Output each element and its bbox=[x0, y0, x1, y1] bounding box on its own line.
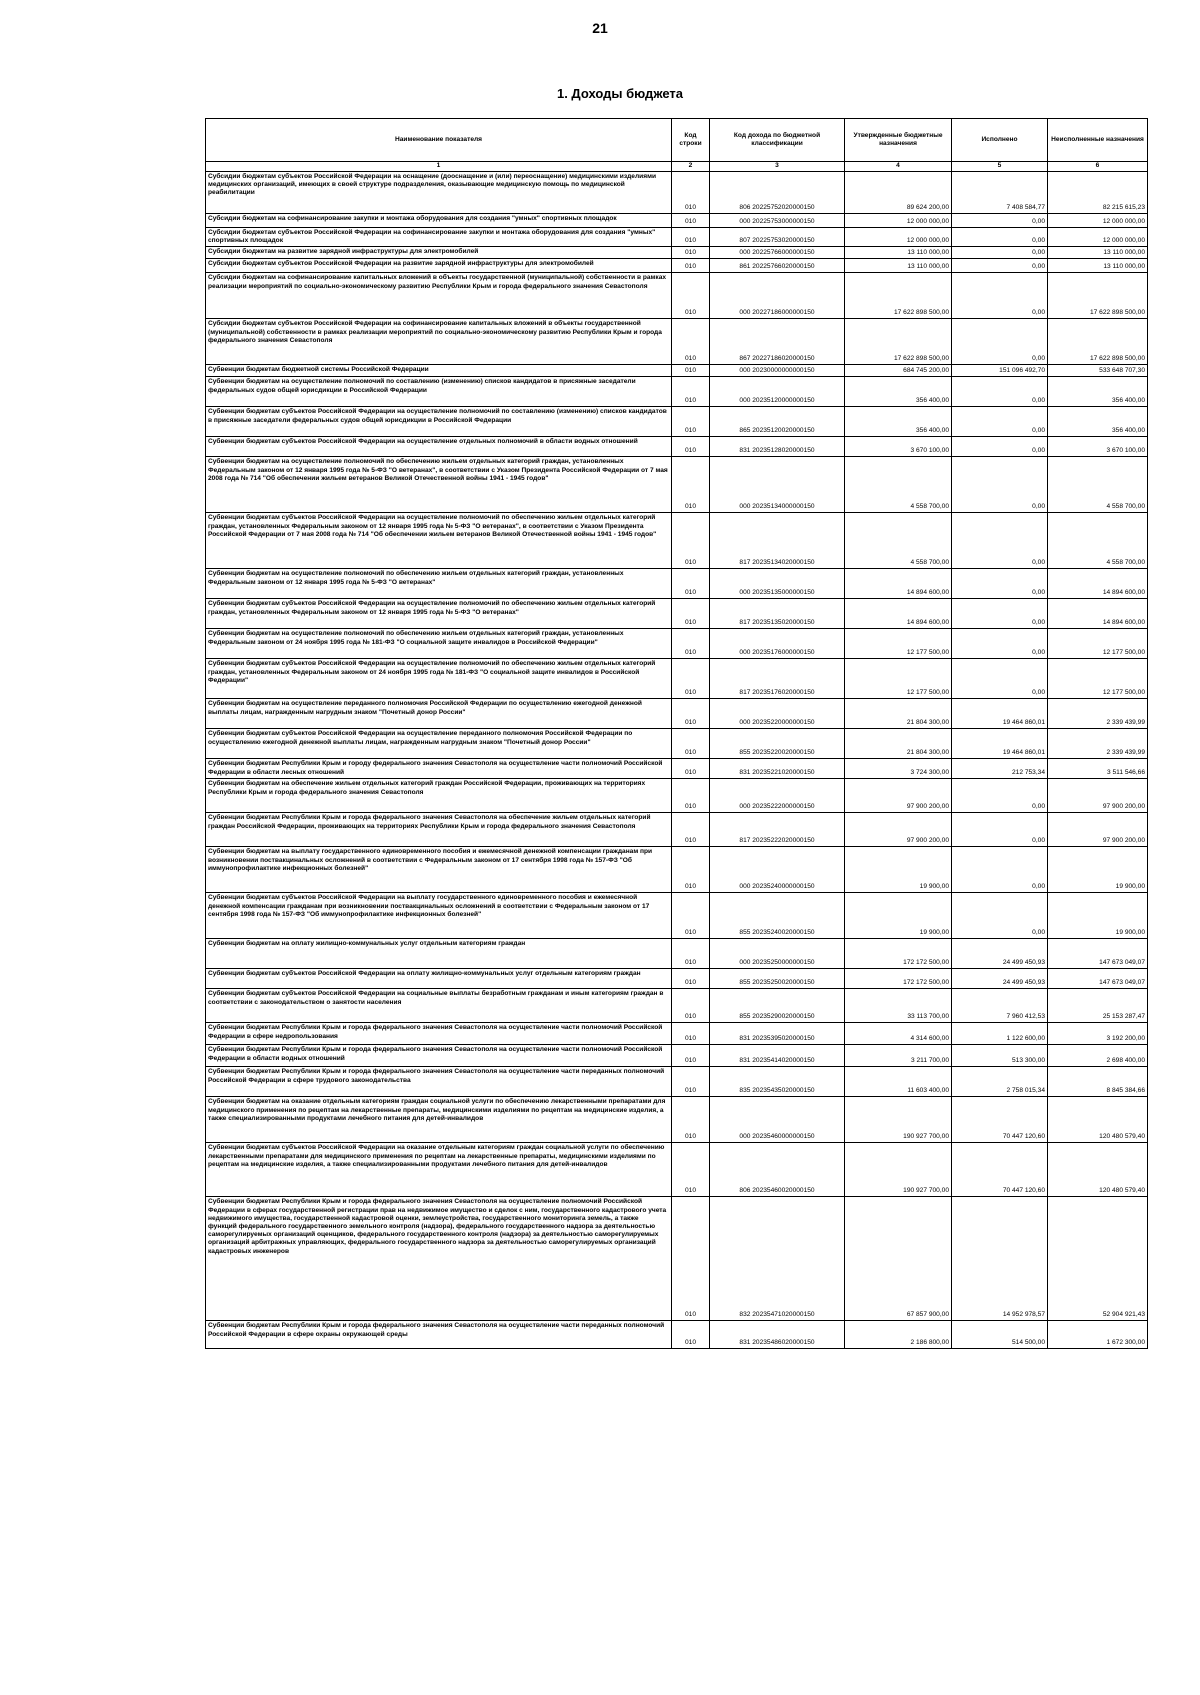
cell-line-code: 010 bbox=[672, 1045, 710, 1067]
header-unexecuted: Неисполненные назначения bbox=[1048, 119, 1148, 162]
column-index-cell: 4 bbox=[845, 162, 952, 172]
cell-indicator-name: Субвенции бюджетам субъектов Российской Федерации на осуществление полномочий по обеспечению жильем отдельных категорий граждан, установленных Федеральным законом от 24 ноября 1995 года № 181-ФЗ "О социальной защите инвалидов в Российской Федерации" bbox=[206, 659, 672, 699]
cell-unexecuted: 3 511 546,66 bbox=[1048, 759, 1148, 779]
column-index-cell: 2 bbox=[672, 162, 710, 172]
cell-line-code: 010 bbox=[672, 813, 710, 847]
cell-income-code: 831 20235486020000150 bbox=[710, 1321, 845, 1349]
cell-indicator-name: Субвенции бюджетам Республики Крым и города федерального значения Севастополя на осуществление части полномочий Российской Федерации в области водных отношений bbox=[206, 1045, 672, 1067]
cell-unexecuted: 2 339 439,99 bbox=[1048, 699, 1148, 729]
cell-indicator-name: Субвенции бюджетам на оказание отдельным категориям граждан социальной услуги по обеспечению лекарственными препаратами для медицинского применения по рецептам на лекарственные препараты, медицинскими изделиями по рецептам на медицинские изделия, а также специализированными продуктами лечебного питания для детей-инвалидов bbox=[206, 1097, 672, 1143]
cell-executed: 514 500,00 bbox=[952, 1321, 1048, 1349]
cell-unexecuted: 2 698 400,00 bbox=[1048, 1045, 1148, 1067]
table-row bbox=[206, 1143, 1148, 1197]
cell-approved: 190 927 700,00 bbox=[845, 1143, 952, 1197]
cell-indicator-name: Субвенции бюджетам бюджетной системы Российской Федерации bbox=[206, 365, 672, 377]
cell-unexecuted: 17 622 898 500,00 bbox=[1048, 273, 1148, 319]
cell-indicator-name: Субвенции бюджетам субъектов Российской Федерации на выплату государственного единовременного пособия и ежемесячной денежной компенсации гражданам при возникновении поствакцинальных осложнений в соответствии с Федеральным законом от 17 сентября 1998 года № 157-ФЗ "Об иммунопрофилактике инфекционных болезней" bbox=[206, 893, 672, 939]
table-row bbox=[206, 659, 1148, 699]
header-indicator-name: Наименование показателя bbox=[206, 119, 672, 162]
cell-indicator-name: Субвенции бюджетам на оплату жилищно-коммунальных услуг отдельным категориям граждан bbox=[206, 939, 672, 969]
table-row bbox=[206, 1023, 1148, 1045]
cell-line-code: 010 bbox=[672, 1197, 710, 1321]
cell-income-code: 000 20235176000000150 bbox=[710, 629, 845, 659]
cell-income-code: 831 20235395020000150 bbox=[710, 1023, 845, 1045]
cell-indicator-name: Субсидии бюджетам субъектов Российской Федерации на софинансирование капитальных вложений в объекты государственной (муниципальной) собственности в рамках реализации мероприятий по социально-экономическому развитию Республики Крым и города федерального значения Севастополя bbox=[206, 319, 672, 365]
cell-indicator-name: Субвенции бюджетам Республики Крым и города федерального значения Севастополя на осуществление полномочий Российской Федерации в сферах государственной регистрации прав на недвижимое имущество и сделок с ним, государственного кадастрового учета недвижимого имущества, государственной кадастровой оценки, землеустройства, государственного мониторинга земель, а также функций федерального государственного земельного контроля (надзора), федерального государственного надзора за деятельностью саморегулируемых организаций оценщиков, федерального государственного контроля (надзора) за деятельностью саморегулируемых организаций арбитражных управляющих, федерального государственного надзора за деятельностью саморегулируемых организаций кадастровых инженеров bbox=[206, 1197, 672, 1321]
cell-unexecuted: 3 192 200,00 bbox=[1048, 1023, 1148, 1045]
cell-line-code: 010 bbox=[672, 214, 710, 228]
header-approved: Утвержденные бюджетные назначения bbox=[845, 119, 952, 162]
cell-income-code: 817 20235135020000150 bbox=[710, 599, 845, 629]
cell-line-code: 010 bbox=[672, 779, 710, 813]
cell-approved: 33 113 700,00 bbox=[845, 989, 952, 1023]
cell-income-code: 000 20227186000000150 bbox=[710, 273, 845, 319]
cell-approved: 4 558 700,00 bbox=[845, 457, 952, 513]
cell-income-code: 000 20235240000000150 bbox=[710, 847, 845, 893]
cell-income-code: 855 20235220020000150 bbox=[710, 729, 845, 759]
cell-income-code: 000 20225753000000150 bbox=[710, 214, 845, 228]
cell-line-code: 010 bbox=[672, 989, 710, 1023]
cell-indicator-name: Субсидии бюджетам на развитие зарядной инфраструктуры для электромобилей bbox=[206, 247, 672, 259]
table-row bbox=[206, 247, 1148, 259]
cell-indicator-name: Субсидии бюджетам субъектов Российской Федерации на софинансирование закупки и монтажа оборудования для создания "умных" спортивных площадок bbox=[206, 228, 672, 247]
table-row bbox=[206, 214, 1148, 228]
cell-unexecuted: 19 900,00 bbox=[1048, 893, 1148, 939]
table-row bbox=[206, 437, 1148, 457]
cell-approved: 11 603 400,00 bbox=[845, 1067, 952, 1097]
cell-indicator-name: Субвенции бюджетам на осуществление полномочий по составлению (изменению) списков кандидатов в присяжные заседатели федеральных судов общей юрисдикции в Российской Федерации bbox=[206, 377, 672, 407]
cell-unexecuted: 17 622 898 500,00 bbox=[1048, 319, 1148, 365]
cell-income-code: 855 20235290020000150 bbox=[710, 989, 845, 1023]
cell-executed: 212 753,34 bbox=[952, 759, 1048, 779]
cell-indicator-name: Субвенции бюджетам субъектов Российской Федерации на осуществление отдельных полномочий в области водных отношений bbox=[206, 437, 672, 457]
cell-indicator-name: Субвенции бюджетам субъектов Российской Федерации на оказание отдельным категориям граждан социальной услуги по обеспечению лекарственными препаратами для медицинского применения по рецептам на лекарственные препараты, медицинскими изделиями по рецептам на медицинские изделия, а также специализированными продуктами лечебного питания для детей-инвалидов bbox=[206, 1143, 672, 1197]
cell-indicator-name: Субсидии бюджетам на софинансирование капитальных вложений в объекты государственной (муниципальной) собственности в рамках реализации мероприятий по социально-экономическому развитию Республики Крым и города федерального значения Севастополя bbox=[206, 273, 672, 319]
cell-income-code: 806 20235460020000150 bbox=[710, 1143, 845, 1197]
cell-income-code: 831 20235221020000150 bbox=[710, 759, 845, 779]
cell-line-code: 010 bbox=[672, 1067, 710, 1097]
cell-executed: 0,00 bbox=[952, 437, 1048, 457]
cell-line-code: 010 bbox=[672, 407, 710, 437]
cell-approved: 12 000 000,00 bbox=[845, 214, 952, 228]
cell-unexecuted: 356 400,00 bbox=[1048, 377, 1148, 407]
cell-line-code: 010 bbox=[672, 228, 710, 247]
cell-line-code: 010 bbox=[672, 513, 710, 569]
cell-unexecuted: 4 558 700,00 bbox=[1048, 513, 1148, 569]
cell-executed: 7 960 412,53 bbox=[952, 989, 1048, 1023]
cell-indicator-name: Субвенции бюджетам на обеспечение жильем отдельных категорий граждан Российской Федерации, проживающих на территориях Республики Крым и города федерального значения Севастополя bbox=[206, 779, 672, 813]
cell-unexecuted: 82 215 615,23 bbox=[1048, 172, 1148, 214]
cell-income-code: 865 20235120020000150 bbox=[710, 407, 845, 437]
cell-executed: 0,00 bbox=[952, 214, 1048, 228]
column-index-cell: 1 bbox=[206, 162, 672, 172]
cell-unexecuted: 12 177 500,00 bbox=[1048, 659, 1148, 699]
table-row bbox=[206, 699, 1148, 729]
cell-approved: 2 186 800,00 bbox=[845, 1321, 952, 1349]
cell-approved: 3 670 100,00 bbox=[845, 437, 952, 457]
cell-indicator-name: Субвенции бюджетам Республики Крым и города федерального значения Севастополя на осуществление части переданных полномочий Российской Федерации в сфере трудового законодательства bbox=[206, 1067, 672, 1097]
cell-line-code: 010 bbox=[672, 1097, 710, 1143]
cell-line-code: 010 bbox=[672, 939, 710, 969]
cell-unexecuted: 4 558 700,00 bbox=[1048, 457, 1148, 513]
cell-approved: 19 900,00 bbox=[845, 893, 952, 939]
table-row bbox=[206, 847, 1148, 893]
cell-executed: 70 447 120,60 bbox=[952, 1097, 1048, 1143]
cell-executed: 0,00 bbox=[952, 569, 1048, 599]
cell-approved: 684 745 200,00 bbox=[845, 365, 952, 377]
cell-approved: 13 110 000,00 bbox=[845, 247, 952, 259]
cell-approved: 4 314 600,00 bbox=[845, 1023, 952, 1045]
cell-income-code: 831 20235414020000150 bbox=[710, 1045, 845, 1067]
column-index-row bbox=[206, 162, 1148, 172]
cell-unexecuted: 147 673 049,07 bbox=[1048, 969, 1148, 989]
cell-income-code: 817 20235176020000150 bbox=[710, 659, 845, 699]
cell-indicator-name: Субвенции бюджетам субъектов Российской Федерации на оплату жилищно-коммунальных услуг отдельным категориям граждан bbox=[206, 969, 672, 989]
cell-approved: 21 804 300,00 bbox=[845, 699, 952, 729]
cell-executed: 0,00 bbox=[952, 813, 1048, 847]
cell-approved: 3 724 300,00 bbox=[845, 759, 952, 779]
cell-executed: 0,00 bbox=[952, 659, 1048, 699]
cell-unexecuted: 97 900 200,00 bbox=[1048, 779, 1148, 813]
cell-approved: 17 622 898 500,00 bbox=[845, 273, 952, 319]
cell-line-code: 010 bbox=[672, 569, 710, 599]
cell-executed: 0,00 bbox=[952, 779, 1048, 813]
cell-income-code: 000 20235134000000150 bbox=[710, 457, 845, 513]
page-number: 21 bbox=[592, 20, 608, 36]
cell-income-code: 806 20225752020000150 bbox=[710, 172, 845, 214]
table-row bbox=[206, 319, 1148, 365]
cell-executed: 2 758 015,34 bbox=[952, 1067, 1048, 1097]
cell-unexecuted: 52 904 921,43 bbox=[1048, 1197, 1148, 1321]
cell-line-code: 010 bbox=[672, 259, 710, 273]
revenue-table bbox=[205, 118, 1148, 1349]
cell-unexecuted: 1 672 300,00 bbox=[1048, 1321, 1148, 1349]
cell-approved: 13 110 000,00 bbox=[845, 259, 952, 273]
cell-income-code: 867 20227186020000150 bbox=[710, 319, 845, 365]
cell-executed: 7 408 584,77 bbox=[952, 172, 1048, 214]
cell-approved: 172 172 500,00 bbox=[845, 939, 952, 969]
cell-executed: 14 952 978,57 bbox=[952, 1197, 1048, 1321]
cell-line-code: 010 bbox=[672, 172, 710, 214]
cell-income-code: 855 20235250020000150 bbox=[710, 969, 845, 989]
table-row bbox=[206, 457, 1148, 513]
table-row bbox=[206, 969, 1148, 989]
cell-income-code: 861 20225766020000150 bbox=[710, 259, 845, 273]
cell-executed: 0,00 bbox=[952, 599, 1048, 629]
cell-unexecuted: 120 480 579,40 bbox=[1048, 1143, 1148, 1197]
cell-indicator-name: Субсидии бюджетам субъектов Российской Федерации на оснащение (дооснащение и (или) переоснащение) медицинскими изделиями медицинских организаций, имеющих в своей структуре подразделения, оказывающие медицинскую помощь по медицинской реабилитации bbox=[206, 172, 672, 214]
cell-approved: 12 177 500,00 bbox=[845, 629, 952, 659]
cell-approved: 97 900 200,00 bbox=[845, 813, 952, 847]
cell-unexecuted: 8 845 384,66 bbox=[1048, 1067, 1148, 1097]
cell-indicator-name: Субвенции бюджетам субъектов Российской Федерации на осуществление переданного полномочия Российской Федерации по осуществлению ежегодной денежной выплаты лицам, награжденным нагрудным знаком "Почетный донор России" bbox=[206, 729, 672, 759]
cell-executed: 24 499 450,93 bbox=[952, 969, 1048, 989]
column-index-cell: 3 bbox=[710, 162, 845, 172]
cell-executed: 1 122 600,00 bbox=[952, 1023, 1048, 1045]
cell-income-code: 000 20235120000000150 bbox=[710, 377, 845, 407]
table-row bbox=[206, 273, 1148, 319]
cell-approved: 4 558 700,00 bbox=[845, 513, 952, 569]
table-row bbox=[206, 759, 1148, 779]
cell-line-code: 010 bbox=[672, 629, 710, 659]
cell-unexecuted: 12 000 000,00 bbox=[1048, 214, 1148, 228]
table-row bbox=[206, 407, 1148, 437]
cell-indicator-name: Субвенции бюджетам субъектов Российской Федерации на осуществление полномочий по обеспечению жильем отдельных категорий граждан, установленных Федеральным законом от 12 января 1995 года № 5-ФЗ "О ветеранах", в соответствии с Указом Президента Российской Федерации от 7 мая 2008 года № 714 "Об обеспечении жильем ветеранов Великой Отечественной войны 1941 - 1945 годов" bbox=[206, 513, 672, 569]
table-row bbox=[206, 513, 1148, 569]
cell-executed: 0,00 bbox=[952, 228, 1048, 247]
table-row bbox=[206, 729, 1148, 759]
header-income-code: Код дохода по бюджетной классификации bbox=[710, 119, 845, 162]
cell-executed: 151 096 492,70 bbox=[952, 365, 1048, 377]
cell-line-code: 010 bbox=[672, 273, 710, 319]
cell-executed: 0,00 bbox=[952, 247, 1048, 259]
cell-line-code: 010 bbox=[672, 659, 710, 699]
cell-approved: 89 624 200,00 bbox=[845, 172, 952, 214]
cell-executed: 0,00 bbox=[952, 457, 1048, 513]
cell-unexecuted: 12 000 000,00 bbox=[1048, 228, 1148, 247]
cell-unexecuted: 120 480 579,40 bbox=[1048, 1097, 1148, 1143]
table-row bbox=[206, 1197, 1148, 1321]
cell-income-code: 000 20235135000000150 bbox=[710, 569, 845, 599]
cell-line-code: 010 bbox=[672, 1023, 710, 1045]
cell-approved: 3 211 700,00 bbox=[845, 1045, 952, 1067]
cell-approved: 67 857 900,00 bbox=[845, 1197, 952, 1321]
cell-line-code: 010 bbox=[672, 437, 710, 457]
cell-line-code: 010 bbox=[672, 893, 710, 939]
cell-income-code: 807 20225753020000150 bbox=[710, 228, 845, 247]
table-header-row bbox=[206, 119, 1148, 162]
cell-approved: 19 900,00 bbox=[845, 847, 952, 893]
cell-income-code: 000 20235460000000150 bbox=[710, 1097, 845, 1143]
cell-unexecuted: 533 648 707,30 bbox=[1048, 365, 1148, 377]
cell-executed: 0,00 bbox=[952, 893, 1048, 939]
cell-unexecuted: 13 110 000,00 bbox=[1048, 247, 1148, 259]
header-line-code: Код строки bbox=[672, 119, 710, 162]
table-row bbox=[206, 377, 1148, 407]
cell-unexecuted: 12 177 500,00 bbox=[1048, 629, 1148, 659]
cell-income-code: 817 20235222020000150 bbox=[710, 813, 845, 847]
cell-income-code: 000 20235222000000150 bbox=[710, 779, 845, 813]
cell-approved: 21 804 300,00 bbox=[845, 729, 952, 759]
cell-executed: 24 499 450,93 bbox=[952, 939, 1048, 969]
cell-income-code: 817 20235134020000150 bbox=[710, 513, 845, 569]
cell-line-code: 010 bbox=[672, 365, 710, 377]
cell-line-code: 010 bbox=[672, 1143, 710, 1197]
table-row bbox=[206, 599, 1148, 629]
cell-income-code: 000 20230000000000150 bbox=[710, 365, 845, 377]
cell-approved: 172 172 500,00 bbox=[845, 969, 952, 989]
cell-executed: 0,00 bbox=[952, 273, 1048, 319]
cell-income-code: 831 20235128020000150 bbox=[710, 437, 845, 457]
cell-indicator-name: Субвенции бюджетам субъектов Российской Федерации на осуществление полномочий по составлению (изменению) списков кандидатов в присяжные заседатели федеральных судов общей юрисдикции в Российской Федерации bbox=[206, 407, 672, 437]
cell-executed: 0,00 bbox=[952, 513, 1048, 569]
header-executed: Исполнено bbox=[952, 119, 1048, 162]
cell-approved: 14 894 600,00 bbox=[845, 599, 952, 629]
cell-indicator-name: Субвенции бюджетам Республики Крым и города федерального значения Севастополя на осуществление части переданных полномочий Российской Федерации в сфере охраны окружающей среды bbox=[206, 1321, 672, 1349]
cell-unexecuted: 13 110 000,00 bbox=[1048, 259, 1148, 273]
cell-income-code: 835 20235435020000150 bbox=[710, 1067, 845, 1097]
cell-executed: 0,00 bbox=[952, 319, 1048, 365]
section-title: 1. Доходы бюджета bbox=[556, 86, 684, 101]
table-row bbox=[206, 1097, 1148, 1143]
cell-executed: 19 464 860,01 bbox=[952, 699, 1048, 729]
table-row bbox=[206, 893, 1148, 939]
cell-executed: 0,00 bbox=[952, 259, 1048, 273]
cell-line-code: 010 bbox=[672, 729, 710, 759]
cell-income-code: 000 20235250000000150 bbox=[710, 939, 845, 969]
cell-line-code: 010 bbox=[672, 457, 710, 513]
table-row bbox=[206, 228, 1148, 247]
cell-line-code: 010 bbox=[672, 699, 710, 729]
cell-line-code: 010 bbox=[672, 247, 710, 259]
table-row bbox=[206, 365, 1148, 377]
cell-approved: 14 894 600,00 bbox=[845, 569, 952, 599]
cell-executed: 513 300,00 bbox=[952, 1045, 1048, 1067]
table-row bbox=[206, 1067, 1148, 1097]
cell-line-code: 010 bbox=[672, 759, 710, 779]
cell-unexecuted: 2 339 439,99 bbox=[1048, 729, 1148, 759]
cell-indicator-name: Субвенции бюджетам на осуществление переданного полномочия Российской Федерации по осуществлению ежегодной денежной выплаты лицам, награжденным нагрудным знаком "Почетный донор России" bbox=[206, 699, 672, 729]
table-row bbox=[206, 779, 1148, 813]
cell-line-code: 010 bbox=[672, 1321, 710, 1349]
table-row bbox=[206, 569, 1148, 599]
cell-approved: 97 900 200,00 bbox=[845, 779, 952, 813]
cell-income-code: 000 20225766000000150 bbox=[710, 247, 845, 259]
table-row bbox=[206, 1321, 1148, 1349]
cell-indicator-name: Субвенции бюджетам Республики Крым и города федерального значения Севастополя на осуществление части полномочий Российской Федерации в сфере недропользования bbox=[206, 1023, 672, 1045]
cell-executed: 0,00 bbox=[952, 377, 1048, 407]
cell-unexecuted: 25 153 287,47 bbox=[1048, 989, 1148, 1023]
cell-indicator-name: Субвенции бюджетам субъектов Российской Федерации на социальные выплаты безработным гражданам и иным категориям граждан в соответствии с законодательством о занятости населения bbox=[206, 989, 672, 1023]
cell-indicator-name: Субвенции бюджетам субъектов Российской Федерации на осуществление полномочий по обеспечению жильем отдельных категорий граждан, установленных Федеральным законом от 12 января 1995 года № 5-ФЗ "О ветеранах" bbox=[206, 599, 672, 629]
cell-indicator-name: Субвенции бюджетам Республики Крым и города федерального значения Севастополя на обеспечение жильем отдельных категорий граждан Российской Федерации, проживающих на территориях Республики Крым и города федерального значения Севастополя bbox=[206, 813, 672, 847]
cell-line-code: 010 bbox=[672, 847, 710, 893]
cell-line-code: 010 bbox=[672, 377, 710, 407]
cell-executed: 0,00 bbox=[952, 407, 1048, 437]
cell-indicator-name: Субвенции бюджетам на осуществление полномочий по обеспечению жильем отдельных категорий граждан, установленных Федеральным законом от 24 ноября 1995 года № 181-ФЗ "О социальной защите инвалидов в Российской Федерации" bbox=[206, 629, 672, 659]
table-row bbox=[206, 939, 1148, 969]
cell-approved: 17 622 898 500,00 bbox=[845, 319, 952, 365]
table-row bbox=[206, 1045, 1148, 1067]
cell-unexecuted: 97 900 200,00 bbox=[1048, 813, 1148, 847]
cell-income-code: 832 20235471020000150 bbox=[710, 1197, 845, 1321]
cell-unexecuted: 14 894 600,00 bbox=[1048, 569, 1148, 599]
cell-line-code: 010 bbox=[672, 319, 710, 365]
column-index-cell: 5 bbox=[952, 162, 1048, 172]
cell-indicator-name: Субвенции бюджетам на выплату государственного единовременного пособия и ежемесячной денежной компенсации гражданам при возникновении поствакцинальных осложнений в соответствии с Федеральным законом от 17 сентября 1998 года № 157-ФЗ "Об иммунопрофилактике инфекционных болезней" bbox=[206, 847, 672, 893]
cell-indicator-name: Субвенции бюджетам Республики Крым и городу федерального значения Севастополя на осуществление части полномочий Российской Федерации в области лесных отношений bbox=[206, 759, 672, 779]
cell-approved: 356 400,00 bbox=[845, 407, 952, 437]
cell-executed: 70 447 120,60 bbox=[952, 1143, 1048, 1197]
cell-unexecuted: 356 400,00 bbox=[1048, 407, 1148, 437]
cell-approved: 190 927 700,00 bbox=[845, 1097, 952, 1143]
column-index-cell: 6 bbox=[1048, 162, 1148, 172]
cell-executed: 0,00 bbox=[952, 847, 1048, 893]
cell-unexecuted: 19 900,00 bbox=[1048, 847, 1148, 893]
cell-executed: 0,00 bbox=[952, 629, 1048, 659]
cell-line-code: 010 bbox=[672, 599, 710, 629]
cell-unexecuted: 14 894 600,00 bbox=[1048, 599, 1148, 629]
cell-indicator-name: Субвенции бюджетам на осуществление полномочий по обеспечению жильем отдельных категорий граждан, установленных Федеральным законом от 12 января 1995 года № 5-ФЗ "О ветеранах", в соответствии с Указом Президента Российской Федерации от 7 мая 2008 года № 714 "Об обеспечении жильем ветеранов Великой Отечественной войны 1941 - 1945 годов" bbox=[206, 457, 672, 513]
cell-indicator-name: Субвенции бюджетам на осуществление полномочий по обеспечению жильем отдельных категорий граждан, установленных Федеральным законом от 12 января 1995 года № 5-ФЗ "О ветеранах" bbox=[206, 569, 672, 599]
cell-income-code: 855 20235240020000150 bbox=[710, 893, 845, 939]
table-row bbox=[206, 629, 1148, 659]
table-row bbox=[206, 172, 1148, 214]
table-row bbox=[206, 989, 1148, 1023]
cell-income-code: 000 20235220000000150 bbox=[710, 699, 845, 729]
cell-indicator-name: Субсидии бюджетам на софинансирование закупки и монтажа оборудования для создания "умных" спортивных площадок bbox=[206, 214, 672, 228]
table-row bbox=[206, 259, 1148, 273]
table-row bbox=[206, 813, 1148, 847]
cell-approved: 356 400,00 bbox=[845, 377, 952, 407]
cell-unexecuted: 3 670 100,00 bbox=[1048, 437, 1148, 457]
cell-approved: 12 177 500,00 bbox=[845, 659, 952, 699]
cell-line-code: 010 bbox=[672, 969, 710, 989]
cell-unexecuted: 147 673 049,07 bbox=[1048, 939, 1148, 969]
cell-executed: 19 464 860,01 bbox=[952, 729, 1048, 759]
cell-indicator-name: Субсидии бюджетам субъектов Российской Федерации на развитие зарядной инфраструктуры для электромобилей bbox=[206, 259, 672, 273]
cell-approved: 12 000 000,00 bbox=[845, 228, 952, 247]
